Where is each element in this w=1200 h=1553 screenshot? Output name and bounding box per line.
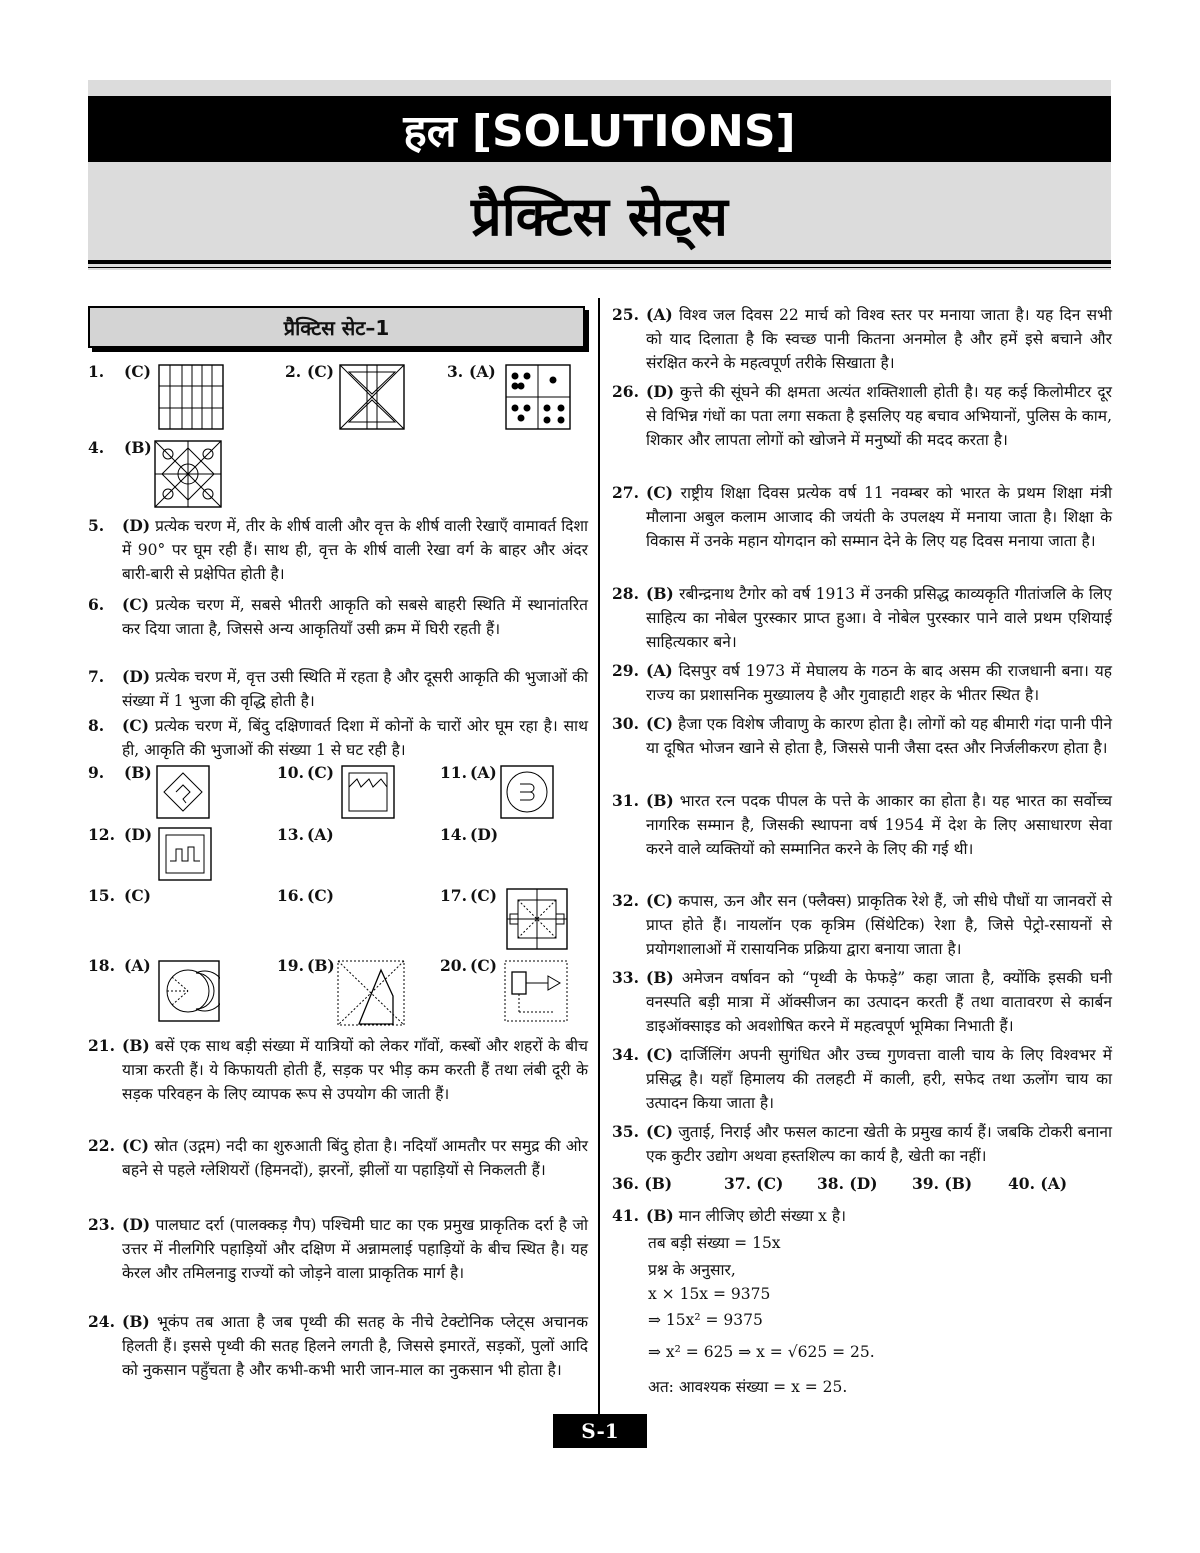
answer-item-32 [612, 889, 1112, 961]
answer-39: 39. (B) [912, 1174, 973, 1193]
question-number: 2. [285, 362, 302, 381]
answer-item-29 [612, 659, 1112, 707]
figure-image [506, 888, 568, 950]
figure-image [505, 364, 571, 430]
answer-item-26 [612, 380, 1112, 452]
answer-item-7 [88, 665, 588, 713]
answer-label: (A) [646, 305, 673, 324]
explanation-text: प्रत्येक चरण में, वृत्त उसी स्थिति में रहता है और दूसरी आकृति की भुजाओं की संख्या में 1 भुजा की वृद्धि होती है। [122, 668, 589, 710]
answer-label: (B) [124, 763, 152, 782]
figure-image [337, 960, 405, 1026]
figure-answer-18 [88, 956, 248, 1022]
figure-answer-14 [440, 825, 560, 853]
figure-answer-1 [88, 362, 238, 432]
figure-image [158, 364, 224, 430]
figure-answer-16 [277, 886, 397, 914]
question-number: 17. [440, 886, 467, 905]
answer-36: 36. (B) [612, 1174, 673, 1193]
explanation-text: बसें एक साथ बड़ी संख्या में यात्रियों को लेकर गाँवों, कस्बों और शहरों के बीच यात्रा करती हैं। ये किफायती होती हैं, सड़क पर भीड़ कम करती हैं तथा लंबी दूरी के सड़क परिवहन के लिए व्यापक रूप से उपयोग की जाती हैं। [122, 1037, 588, 1103]
answer-item-21 [88, 1034, 588, 1106]
answer-item-6 [88, 593, 588, 641]
question-number: 30. [612, 714, 639, 733]
answer-40: 40. (A) [1008, 1174, 1068, 1193]
answer-label: (C) [646, 483, 674, 502]
question-number: 32. [612, 891, 639, 910]
question-number: 10. [277, 763, 304, 782]
figure-image [341, 765, 395, 819]
answer-label: (D) [122, 516, 151, 535]
figure-answer-20 [440, 956, 600, 1026]
answer-item-27 [612, 481, 1112, 553]
answer-label: (C) [124, 886, 152, 905]
answer-label: (A) [307, 825, 334, 844]
answer-label: (C) [122, 1136, 150, 1155]
explanation-text: दार्जिलिंग अपनी सुगंधित और उच्च गुणवत्ता वाली चाय के लिए विश्वभर में प्रसिद्ध है। यहाँ हिमालय की तलहटी में काली, हरी, सफेद तथा ऊलोंग चाय का उत्पादन किया जाता है। [646, 1046, 1112, 1112]
header-rule-thin [88, 267, 1111, 268]
explanation-text: हैजा एक विशेष जीवाणु के कारण होता है। लोगों को यह बीमारी गंदा पानी पीने या दूषित भोजन खाने से होता है, जिससे पानी जैसा दस्त और निर्जलीकरण होता है। [646, 715, 1112, 757]
figure-answer-11 [440, 763, 600, 821]
explanation-text: कपास, ऊन और सन (फ्लैक्स) प्राकृतिक रेशे हैं, जो सीधे पौधों या जानवरों से प्राप्त होते हैं। नायलॉन एक कृत्रिम (सिंथेटिक) रेशा है, जिसे पेट्रो-रसायनों से प्रयोगशालाओं में रासायनिक प्रक्रिया द्वारा बनाया जाता है। [646, 892, 1112, 958]
answer-item-41 [612, 1204, 1112, 1228]
answer-label: (C) [646, 714, 674, 733]
question-number: 11. [440, 763, 467, 782]
answer-label: (B) [307, 956, 335, 975]
answer-label: (D) [122, 1215, 151, 1234]
question-number: 1. [88, 362, 105, 381]
answer-label: (C) [307, 886, 335, 905]
answer-label: (C) [307, 362, 335, 381]
answer-item-28 [612, 582, 1112, 654]
answer-label: (D) [470, 825, 499, 844]
solution-line: अत: आवश्यक संख्या = x = 25. [648, 1378, 848, 1396]
solution-line: मान लीजिए छोटी संख्या x है। [678, 1207, 846, 1225]
answer-item-34 [612, 1043, 1112, 1115]
figure-answer-15 [88, 886, 208, 914]
question-number: 19. [277, 956, 304, 975]
page-number: S-1 [553, 1414, 647, 1448]
answer-label: (C) [122, 716, 150, 735]
answer-label: (B) [646, 791, 674, 810]
explanation-text: पालघाट दर्रा (पालक्कड़ गैप) पश्चिमी घाट का एक प्रमुख प्राकृतिक दर्रा है जो उत्तर में नीलगिरि पहाड़ियों और दक्षिण में अन्नामलाई पहाड़ियों के बीच स्थित है। यह केरल और तमिलनाडु राज्यों को जोड़ने वाला प्राकृतिक मार्ग है। [122, 1216, 588, 1282]
figure-answer-13 [277, 825, 397, 853]
question-number: 6. [88, 595, 105, 614]
answer-item-25 [612, 303, 1112, 375]
answer-label: (C) [470, 956, 498, 975]
answer-label: (D) [646, 382, 675, 401]
answer-label: (A) [646, 661, 673, 680]
answer-label: (B) [646, 968, 674, 987]
answer-38: 38. (D) [817, 1174, 878, 1193]
question-number: 16. [277, 886, 304, 905]
page-header [88, 80, 1111, 270]
solution-line: तब बड़ी संख्या = 15x [648, 1234, 781, 1252]
question-number: 13. [277, 825, 304, 844]
answer-label: (D) [122, 667, 151, 686]
figure-answer-19 [277, 956, 437, 1026]
question-number: 35. [612, 1122, 639, 1141]
question-number: 22. [88, 1136, 115, 1155]
explanation-text: कुत्ते की सूंघने की क्षमता अत्यंत शक्तिशाली होती है। यह कई किलोमीटर दूर से विभिन्न गंधों का पता लगा सकता है इसलिए यह बचाव अभियानों, पुलिस के काम, शिकार और लापता लोगों को खोजने में मनुष्यों की मदद करता है। [646, 383, 1112, 449]
answer-label: (A) [469, 362, 496, 381]
figure-image [158, 960, 220, 1022]
question-number: 5. [88, 516, 105, 535]
explanation-text: दिसपुर वर्ष 1973 में मेघालय के गठन के बाद असम की राजधानी बना। यह राज्य का प्रशासनिक मुख्यालय है और गुवाहाटी शहर के भीतर स्थित है। [646, 662, 1112, 704]
question-number: 15. [88, 886, 115, 905]
question-number: 8. [88, 716, 105, 735]
question-number: 34. [612, 1045, 639, 1064]
question-number: 25. [612, 305, 639, 324]
figure-image [504, 960, 568, 1022]
answer-item-5 [88, 514, 588, 586]
answer-item-24 [88, 1310, 588, 1382]
question-number: 33. [612, 968, 639, 987]
question-number: 41. [612, 1206, 639, 1225]
answer-item-23 [88, 1213, 588, 1285]
figure-image [500, 765, 554, 819]
answer-37: 37. (C) [724, 1174, 784, 1193]
explanation-text: अमेजन वर्षावन को “पृथ्वी के फेफड़े” कहा जाता है, क्योंकि इसकी घनी वनस्पति बड़ी मात्रा में ऑक्सीजन का उत्पादन करती हैं तथा वातावरण से कार्बन डाइऑक्साइड को अवशोषित करने में महत्वपूर्ण भूमिका निभाती हैं। [646, 969, 1112, 1035]
figure-answer-9 [88, 763, 248, 821]
question-number: 26. [612, 382, 639, 401]
question-number: 29. [612, 661, 639, 680]
answer-label: (D) [124, 825, 153, 844]
question-number: 28. [612, 584, 639, 603]
explanation-text: स्रोत (उद्गम) नदी का शुरुआती बिंदु होता है। नदियाँ आमतौर पर समुद्र की ओर बहने से पहले ग्लेशियरों (हिमनदों), झरनों, झीलों या पहाड़ियों से निकलती हैं। [122, 1137, 588, 1179]
set-title: प्रैक्टिस सेट–1 [88, 306, 585, 348]
question-number: 31. [612, 791, 639, 810]
answer-label: (B) [646, 1206, 674, 1225]
header-rule [88, 260, 1111, 264]
explanation-text: भारत रत्न पदक पीपल के पत्ते के आकार का होता है। यह भारत का सर्वोच्च नागरिक सम्मान है, जिसकी स्थापना वर्ष 1954 में देश के लिए असाधारण सेवा करने वाले व्यक्तियों को सम्मानित करने के लिए की गई थी। [646, 792, 1112, 858]
answer-label: (B) [122, 1036, 150, 1055]
figure-image [339, 364, 405, 430]
answer-label: (B) [124, 438, 152, 457]
solution-line: x × 15x = 9375 [648, 1285, 771, 1303]
question-number: 7. [88, 667, 105, 686]
figure-image [158, 827, 212, 881]
explanation-text: प्रत्येक चरण में, सबसे भीतरी आकृति को सबसे बाहरी स्थिति में स्थानांतरित कर दिया जाता है, जिससे अन्य आकृतियाँ उसी क्रम में घिरी रहती हैं। [122, 596, 588, 638]
question-number: 12. [88, 825, 115, 844]
header-title-practice-sets: प्रैक्टिस सेट्स [471, 185, 728, 248]
question-number: 20. [440, 956, 467, 975]
explanation-text: राष्ट्रीय शिक्षा दिवस प्रत्येक वर्ष 11 नवम्बर को भारत के प्रथम शिक्षा मंत्री मौलाना अबुल कलाम आजाद की जयंती के उपलक्ष्य में मनाया जाता है। शिक्षा के विकास में उनके महान योगदान को सम्मान देने के लिए यह दिवस मनाया जाता है। [646, 484, 1112, 550]
solution-line: प्रश्न के अनुसार, [648, 1261, 736, 1279]
figure-answer-12 [88, 825, 248, 883]
question-number: 4. [88, 438, 105, 457]
question-number: 18. [88, 956, 115, 975]
answer-item-8 [88, 714, 588, 762]
answer-label: (C) [122, 595, 150, 614]
solution-line: ⇒ 15x² = 9375 [648, 1311, 763, 1329]
figure-answer-10 [277, 763, 437, 821]
answer-item-33 [612, 966, 1112, 1038]
answer-label: (B) [122, 1312, 150, 1331]
question-number: 9. [88, 763, 105, 782]
figure-answer-17 [440, 886, 600, 952]
answer-label: (C) [646, 891, 674, 910]
answer-item-22 [88, 1134, 588, 1182]
answer-label: (C) [470, 886, 498, 905]
question-number: 23. [88, 1215, 115, 1234]
answer-label: (C) [646, 1122, 674, 1141]
figure-answer-2 [285, 362, 435, 432]
header-title-solutions: हल [SOLUTIONS] [88, 96, 1111, 162]
explanation-text: रबीन्द्रनाथ टैगोर को वर्ष 1913 में उनकी प्रसिद्ध काव्यकृति गीतांजलि के लिए साहित्य का नोबेल पुरस्कार प्राप्त हुआ। वे नोबेल पुरस्कार पाने वाले प्रथम एशियाई साहित्यकार बने। [646, 585, 1112, 651]
question-number: 14. [440, 825, 467, 844]
answer-label: (A) [470, 763, 497, 782]
explanation-text: प्रत्येक चरण में, तीर के शीर्ष वाली और वृत्त के शीर्ष वाली रेखाएँ वामावर्त दिशा में 90° पर घूम रही हैं। साथ ही, वृत्त के शीर्ष वाली रेखा वर्ग के बाहर और अंदर बारी-बारी से प्रक्षेपित होती है। [122, 517, 588, 583]
answer-item-31 [612, 789, 1112, 861]
question-number: 27. [612, 483, 639, 502]
figure-answer-4 [88, 438, 238, 510]
explanation-text: प्रत्येक चरण में, बिंदु दक्षिणावर्त दिशा में कोनों के चारों ओर घूम रहा है। साथ ही, आकृति की भुजाओं की संख्या 1 से घट रही है। [122, 717, 588, 759]
answer-label: (C) [307, 763, 335, 782]
answer-label: (A) [124, 956, 151, 975]
explanation-text: भूकंप तब आता है जब पृथ्वी की सतह के नीचे टेक्टोनिक प्लेट्स अचानक हिलती हैं। इससे पृथ्वी की सतह हिलने लगती है, जिससे इमारतें, सड़कों, पुलों आदि को नुकसान पहुँचता है और कभी-कभी भारी जान-माल का नुकसान भी होता है। [122, 1313, 588, 1379]
question-number: 3. [447, 362, 464, 381]
answer-label: (C) [124, 362, 152, 381]
explanation-text: जुताई, निराई और फसल काटना खेती के प्रमुख कार्य हैं। जबकि टोकरी बनाना एक कुटीर उद्योग अथवा हस्तशिल्प का कार्य है, खेती का नहीं। [646, 1123, 1112, 1165]
question-number: 24. [88, 1312, 115, 1331]
solution-line: ⇒ x² = 625 ⇒ x = √625 = 25. [648, 1343, 875, 1361]
column-divider [598, 298, 600, 1418]
figure-image [154, 440, 222, 508]
question-number: 21. [88, 1036, 115, 1055]
explanation-text: विश्व जल दिवस 22 मार्च को विश्व स्तर पर मनाया जाता है। यह दिन सभी को याद दिलाता है कि स्वच्छ पानी कितना अनमोल है और हमें इसे बचाने और संरक्षित करने के महत्वपूर्ण तरीके सिखाता है। [646, 306, 1112, 372]
figure-image [156, 765, 210, 819]
figure-answer-3 [447, 362, 587, 432]
answer-label: (C) [646, 1045, 674, 1064]
answer-label: (B) [646, 584, 674, 603]
answer-item-35 [612, 1120, 1112, 1168]
answer-item-30 [612, 712, 1112, 760]
